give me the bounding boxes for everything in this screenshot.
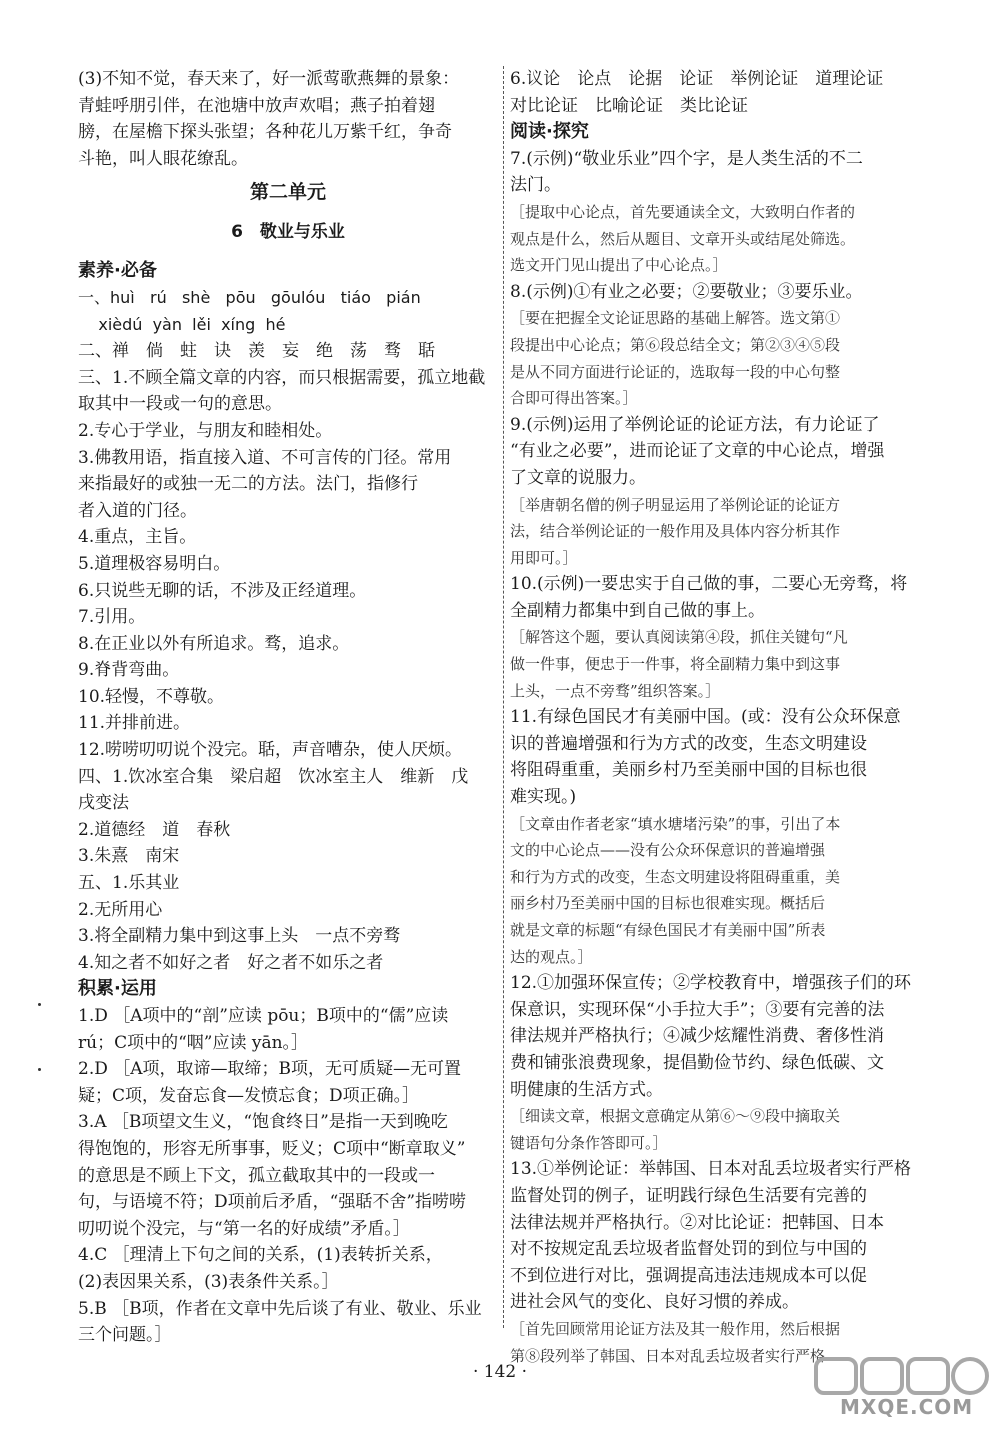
section-heading: 素养·必备 — [78, 260, 157, 282]
pinyin-line: xièdú yàn lěi xíng hé — [78, 314, 286, 334]
text-line: rú；C项中的“咽”应读 yān。］ — [78, 1032, 309, 1053]
right-column — [510, 66, 940, 1369]
text-line: 10.轻慢，不尊敬。 — [78, 686, 225, 707]
text-line: 3.佛教用语，指直接入道、不可言传的门径。常用 — [78, 447, 452, 468]
text-line: 13.①举例论证：举韩国、日本对乱丢垃圾者实行严格 — [510, 1159, 912, 1180]
explanation-line: 做一件事，便忠于一件事，将全副精力集中到这事 — [510, 655, 841, 674]
explanation-line: 第⑧段列举了韩国、日本对乱丢垃圾者实行严格 — [510, 1346, 826, 1365]
text-line: 4.C ［理清上下句之间的关系，(1)表转折关系， — [78, 1245, 443, 1266]
explanation-line: 文的中心论点——没有公众环保意识的普遍增强 — [510, 841, 826, 860]
text-line: 三个问题。］ — [78, 1325, 172, 1346]
text-line: 法律法规并严格执行。②对比论证：把韩国、日本 — [510, 1212, 884, 1233]
text-line: 三、1.不顾全篇文章的内容，而只根据需要，孤立地截 — [78, 367, 486, 388]
text-line: 9.(示例)运用了举例论证的论证方法，有力论证了 — [510, 414, 880, 435]
text-line: 不到位进行对比，强调提高违法违规成本可以促 — [510, 1265, 867, 1286]
text-line: 10.(示例)一要忠实于自己做的事，二要心无旁骛，将 — [510, 574, 908, 595]
text-line: 6.只说些无聊的话，不涉及正经道理。 — [78, 580, 367, 601]
text-line: 得饱饱的，形容无所事事，贬义；C项中“断章取义” — [78, 1138, 466, 1159]
explanation-line: ［细读文章，根据文意确定从第⑥～⑨段中摘取关 — [510, 1107, 841, 1126]
lesson-title: 6 敬业与乐业 — [231, 222, 345, 243]
text-line: 进社会风气的变化、良好习惯的养成。 — [510, 1292, 799, 1313]
text-line: 的意思是不顾上下文，孤立截取其中的一段或一 — [78, 1165, 435, 1186]
text-line: 1.D ［A项中的“剖”应读 pōu；B项中的“儒”应读 — [78, 1006, 449, 1026]
explanation-line: ［要在把握全文论证思路的基础上解答。选文第① — [510, 309, 841, 328]
explanation-line: ［解答这个题，要认真阅读第④段，抓住关键句“凡 — [510, 628, 848, 647]
explanation-line: ［首先回顾常用论证方法及其一般作用，然后根据 — [510, 1319, 841, 1338]
explanation-line: ［文章由作者老家“填水塘堵污染”的事，引出了本 — [510, 814, 841, 833]
text-line: 监督处罚的例子，证明践行绿色生活要有完善的 — [510, 1185, 867, 1206]
margin-dot — [38, 1003, 41, 1006]
explanation-line: 丽乡村乃至美丽中国的目标也很难实现。概括后 — [510, 894, 826, 913]
explanation-line: 就是文章的标题“有绿色国民才有美丽中国”所表 — [510, 921, 826, 939]
text-line: 费和铺张浪费现象，提倡勤俭节约、绿色低碳、文 — [510, 1052, 884, 1073]
text-line: 将阻碍重重，美丽乡村乃至美丽中国的目标也很 — [510, 760, 867, 781]
text-line: 保意识，实现环保“小手拉大手”；③要有完善的法 — [510, 999, 885, 1020]
text-line: 难实现。) — [510, 787, 577, 808]
text-line: 12.①加强环保宣传；②学校教育中，增强孩子们的环 — [510, 973, 912, 994]
text-line: 了文章的说服力。 — [510, 467, 646, 488]
text-line: 3.将全副精力集中到这事上头 一点不旁骛 — [78, 926, 401, 947]
section-heading: 积累·运用 — [78, 978, 157, 1000]
column-divider — [503, 66, 505, 1328]
explanation-line: 是从不同方面进行论证的，选取每一段的中心句整 — [510, 362, 841, 381]
text-line: 8.(示例)①有业之必要；②要敬业；③要乐业。 — [510, 281, 863, 302]
text-line: 5.道理极容易明白。 — [78, 553, 231, 574]
text-line: “有业之必要”，进而论证了文章的中心论点，增强 — [510, 441, 885, 462]
explanation-line: 法，结合举例论证的一般作用及具体内容分析其作 — [510, 522, 841, 541]
text-line: 疑；C项，发奋忘食—发愤忘食；D项正确。］ — [78, 1085, 420, 1106]
watermark — [812, 1355, 992, 1425]
text-line: 二、禅 倘 蛀 诀 羡 妄 绝 荡 骛 聒 — [78, 341, 435, 362]
text-line: 3.A ［B项望文生义，“饱食终日”是指一天到晚吃 — [78, 1112, 448, 1133]
text-line: 12.唠唠叨叨说个没完。聒，声音嘈杂，使人厌烦。 — [78, 740, 463, 761]
text-line: 2.无所用心 — [78, 899, 163, 920]
text-line: (3)不知不觉，春天来了，好一派莺歌燕舞的景象： — [78, 69, 460, 89]
unit-title: 第二单元 — [249, 181, 326, 204]
text-line: 4.知之者不如好之者 好之者不如乐之者 — [78, 952, 384, 973]
text-line: 3.朱熹 南宋 — [78, 846, 180, 867]
text-line: 全副精力都集中到自己做的事上。 — [510, 600, 765, 621]
left-column — [78, 66, 498, 1349]
text-line: 7.(示例)“敬业乐业”四个字，是人类生活的不二 — [510, 148, 863, 169]
text-line: 识的普遍增强和行为方式的改变，生态文明建设 — [510, 733, 867, 754]
text-line: 对比论证 比喻论证 类比论证 — [510, 95, 748, 116]
text-line: 斗艳，叫人眼花缭乱。 — [78, 148, 248, 169]
text-line: 四、1.饮冰室合集 梁启超 饮冰室主人 维新 戊 — [78, 766, 469, 787]
text-line: 膀，在屋檐下探头张望；各种花儿万紫千红，争奇 — [78, 122, 452, 143]
text-line: 者入道的门径。 — [78, 500, 197, 521]
text-line: 2.D ［A项，取谛—取缔；B项，无可质疑—无可置 — [78, 1059, 462, 1080]
text-line: 五、1.乐其业 — [78, 873, 180, 894]
text-line: 5.B ［B项，作者在文章中先后谈了有业、敬业、乐业 — [78, 1298, 482, 1319]
text-line: 11.有绿色国民才有美丽中国。(或：没有公众环保意 — [510, 707, 901, 728]
watermark-text: MXQE.COM — [840, 1395, 974, 1419]
explanation-line: 和行为方式的改变，生态文明建设将阻碍重重，美 — [510, 867, 841, 886]
explanation-line: ［举唐朝名僧的例子明显运用了举例论证的论证方 — [510, 495, 841, 514]
text-line: 9.脊背弯曲。 — [78, 660, 180, 681]
watermark-logo-icon — [812, 1355, 992, 1397]
text-line: 11.并排前进。 — [78, 713, 191, 734]
margin-dot — [38, 1068, 41, 1071]
pinyin-line: 一、huì rú shè pōu gōulóu tiáo pián — [78, 287, 421, 307]
text-line: 青蛙呼朋引伴，在池塘中放声欢唱；燕子拍着翅 — [78, 95, 435, 116]
text-line: 明健康的生活方式。 — [510, 1079, 663, 1100]
explanation-line: 选文开门见山提出了中心论点。］ — [510, 256, 728, 275]
text-line: 律法规并严格执行；④减少炫耀性消费、奢侈性消 — [510, 1026, 884, 1047]
explanation-line: 合即可得出答案。］ — [510, 389, 638, 408]
text-line: 对不按规定乱丢垃圾者监督处罚的到位与中国的 — [510, 1239, 867, 1260]
text-line: 7.引用。 — [78, 607, 146, 628]
explanation-line: 观点是什么，然后从题目、文章开头或结尾处筛选。 — [510, 229, 856, 248]
explanation-line: 上头，一点不旁骛”组织答案。］ — [510, 681, 721, 700]
explanation-line: 达的观点。］ — [510, 947, 593, 966]
section-heading: 阅读·探究 — [510, 121, 589, 143]
text-line: (2)表因果关系，(3)表条件关系。］ — [78, 1271, 339, 1292]
text-line: 来指最好的或独一无二的方法。法门，指修行 — [78, 474, 418, 495]
text-line: 法门。 — [510, 175, 561, 196]
text-line: 取其中一段或一句的意思。 — [78, 394, 282, 415]
text-line: 4.重点，主旨。 — [78, 527, 197, 548]
text-line: 戌变法 — [78, 793, 129, 814]
page-number: · 142 · — [472, 1362, 528, 1382]
text-line: 句，与语境不符；D项前后矛盾，“强聒不舍”指唠唠 — [78, 1192, 467, 1213]
text-line: 叨叨说个没完，与“第一名的好成绩”矛盾。］ — [78, 1218, 410, 1239]
text-line: 6.议论 论点 论据 论证 举例论证 道理论证 — [510, 69, 884, 89]
text-line: 2.专心于学业，与朋友和睦相处。 — [78, 420, 333, 441]
explanation-line: 段提出中心论点；第⑥段总结全文；第②③④⑤段 — [510, 335, 841, 354]
explanation-line: ［提取中心论点，首先要通读全文，大致明白作者的 — [510, 202, 856, 221]
explanation-line: 键语句分条作答即可。］ — [510, 1133, 668, 1152]
text-line: 2.道德经 道 春秋 — [78, 819, 231, 840]
explanation-line: 用即可。］ — [510, 548, 578, 567]
text-line: 8.在正业以外有所追求。骛，追求。 — [78, 633, 350, 654]
